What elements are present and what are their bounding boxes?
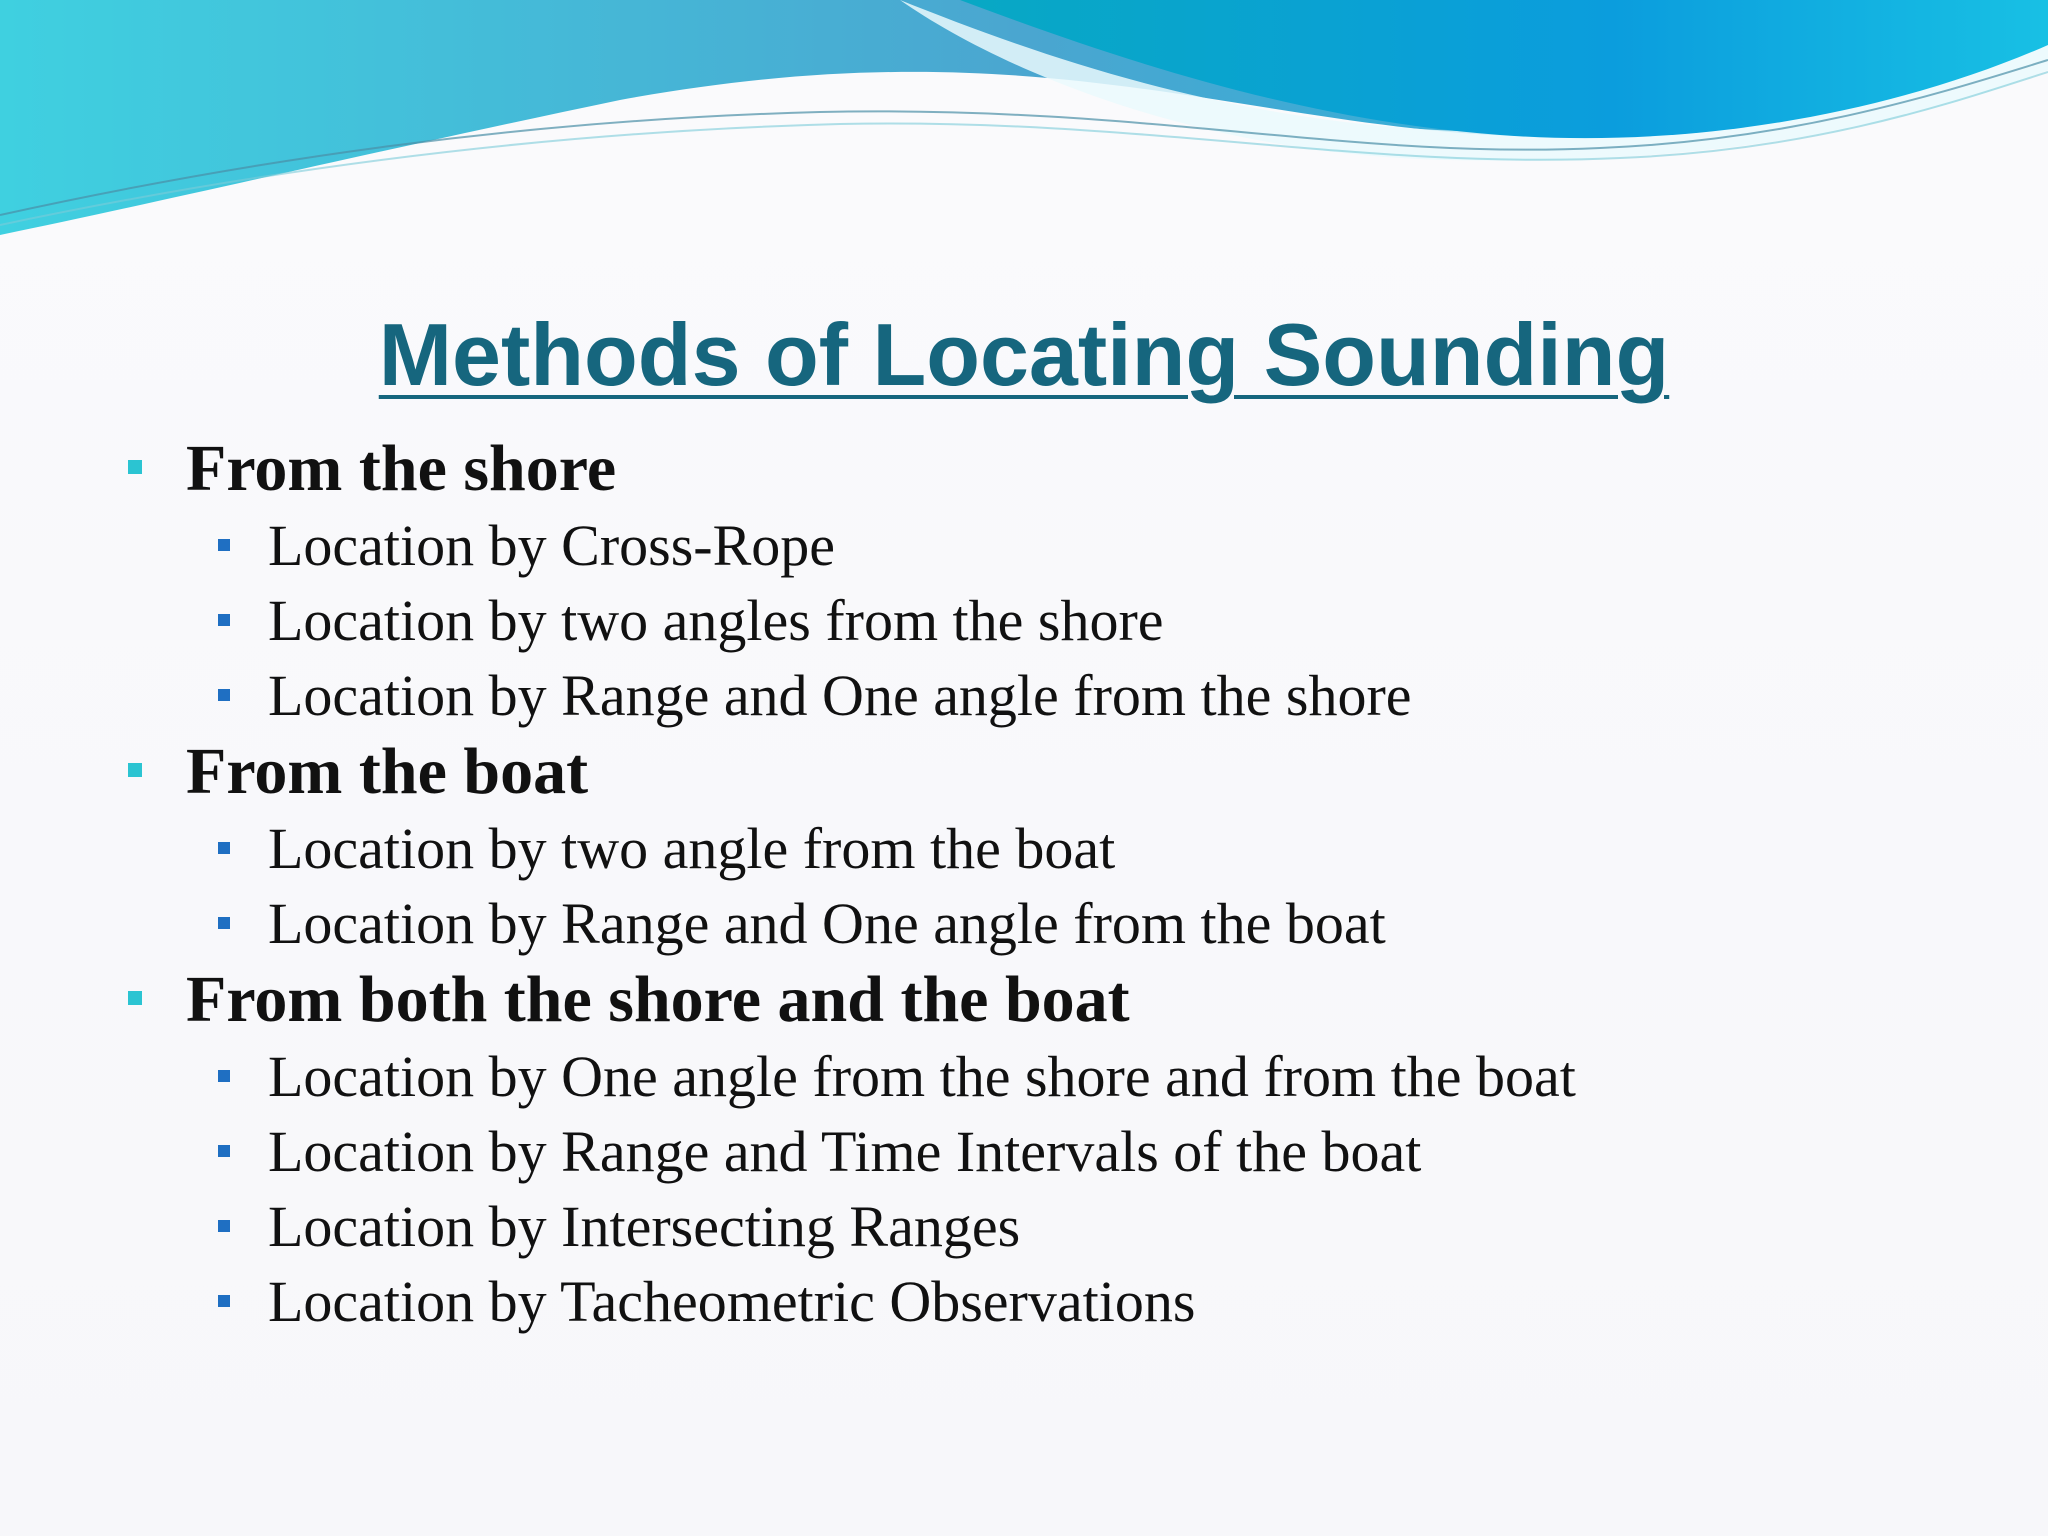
list-item-text: Location by two angle from the boat [268, 816, 1116, 881]
square-bullet-icon [218, 1295, 230, 1307]
list-item-text: Location by two angles from the shore [268, 588, 1164, 653]
section-heading [0, 961, 2048, 1039]
list-item-text: Location by Intersecting Ranges [268, 1194, 1021, 1259]
square-bullet-icon [128, 763, 142, 777]
header-wave-decoration [0, 0, 2048, 240]
list-item-text: Location by Range and Time Intervals of the boat [268, 1119, 1422, 1184]
section-heading [0, 733, 2048, 811]
square-bullet-icon [218, 842, 230, 854]
list-item [0, 811, 2048, 886]
list-item [0, 1189, 2048, 1264]
list-item-text: Location by Range and One angle from the shore [268, 663, 1412, 728]
list-item [0, 508, 2048, 583]
square-bullet-icon [128, 991, 142, 1005]
square-bullet-icon [218, 1145, 230, 1157]
slide-title [0, 300, 2048, 410]
list-item-text: Location by Tacheometric Observations [268, 1269, 1196, 1334]
square-bullet-icon [218, 539, 230, 551]
square-bullet-icon [218, 614, 230, 626]
list-item-text: Location by One angle from the shore and from the boat [268, 1044, 1576, 1109]
bullet-list [0, 430, 2048, 1339]
square-bullet-icon [218, 917, 230, 929]
square-bullet-icon [218, 689, 230, 701]
list-item [0, 1264, 2048, 1339]
square-bullet-icon [218, 1070, 230, 1082]
list-item-text: Location by Range and One angle from the boat [268, 891, 1386, 956]
section-heading-text: From both the shore and the boat [186, 963, 1130, 1036]
list-item [0, 886, 2048, 961]
list-item [0, 658, 2048, 733]
list-item [0, 1114, 2048, 1189]
slide-title-text: Methods of Locating Sounding [378, 305, 1670, 404]
square-bullet-icon [128, 460, 142, 474]
section-heading-text: From the boat [186, 735, 589, 808]
square-bullet-icon [218, 1220, 230, 1232]
section-heading [0, 430, 2048, 508]
list-item [0, 583, 2048, 658]
section-heading-text: From the shore [186, 432, 617, 505]
list-item [0, 1039, 2048, 1114]
list-item-text: Location by Cross-Rope [268, 513, 836, 578]
